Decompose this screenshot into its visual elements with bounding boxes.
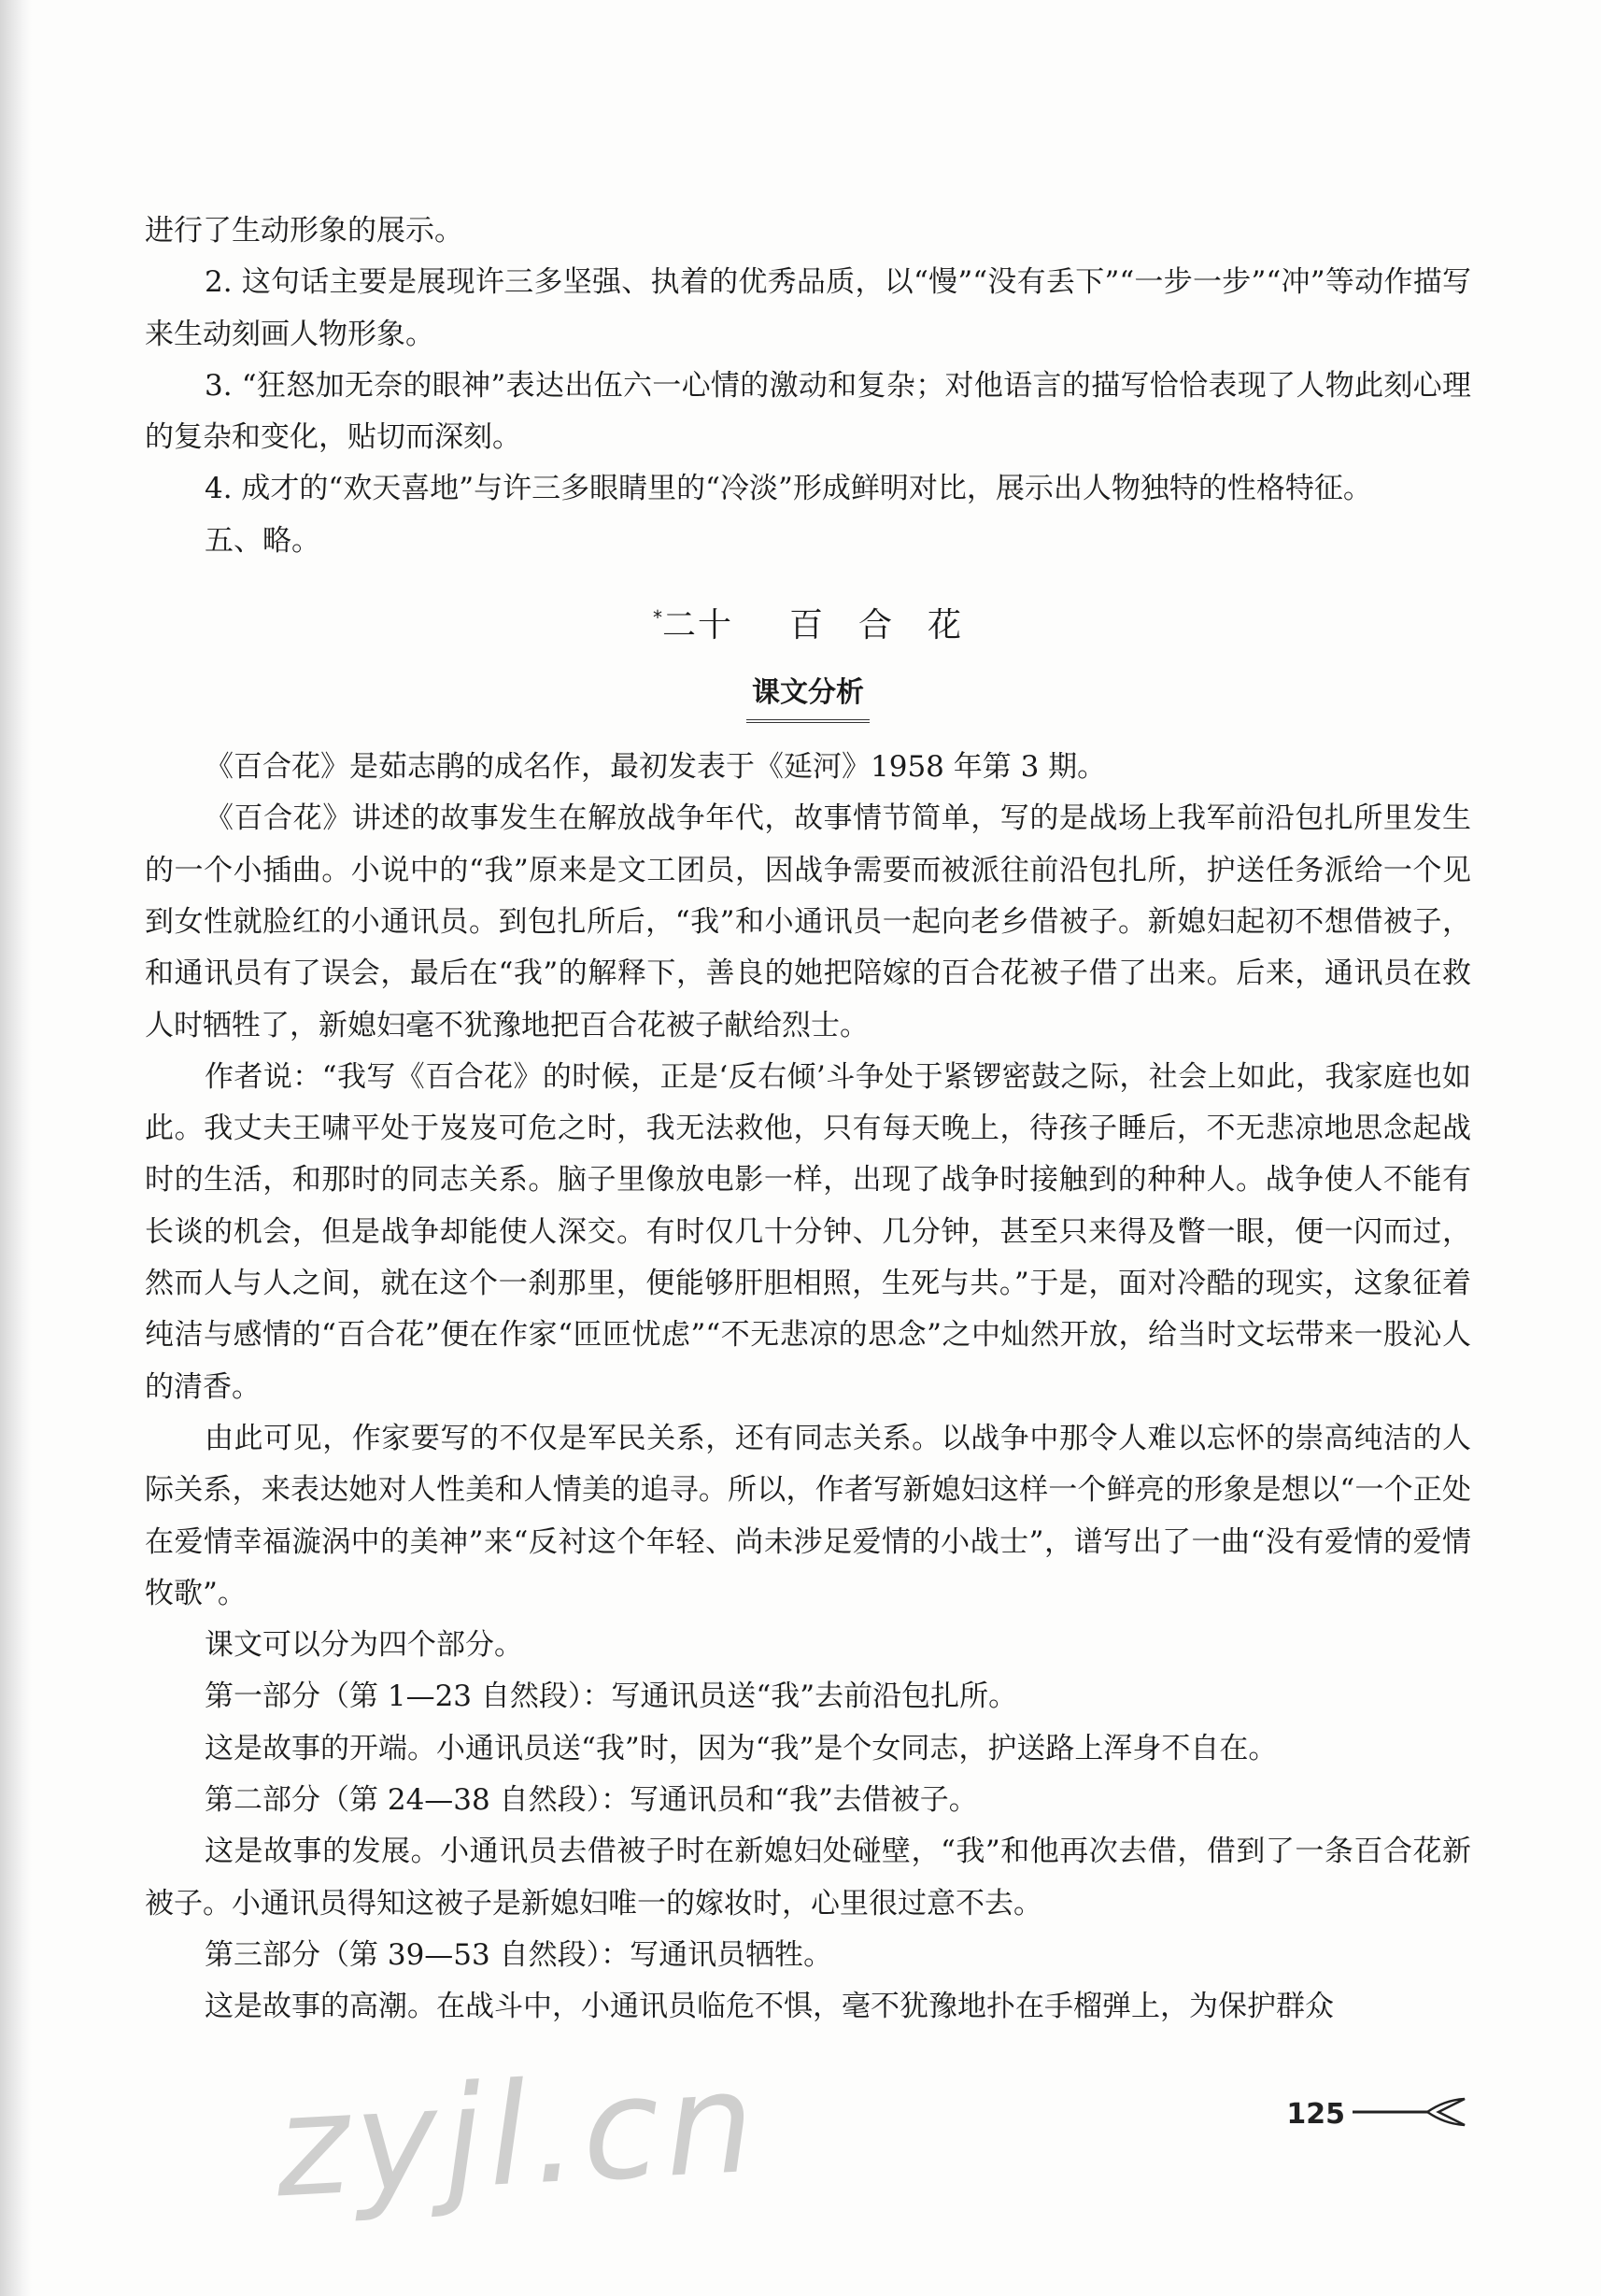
page-content [145,206,1471,2034]
body-paragraph: 这是故事的开端。小通讯员送“我”时，因为“我”是个女同志，护送路上浑身不自在。 [205,1731,1278,1765]
answer-item-4: 4. 成才的“欢天喜地”与许三多眼睛里的“冷淡”形成鲜明对比，展示出人物独特的性格特征。 [205,472,1372,506]
chapter-title-char: 花 [928,606,964,645]
chapter-number: 二十 [661,606,733,645]
body-paragraph: 第一部分（第 1—23 自然段）：写通讯员送“我”去前沿包扎所。 [205,1679,1018,1714]
body-paragraph: 这是故事的发展。小通讯员去借被子时在新媳妇处碰壁，“我”和他再次去借，借到了一条百合花新被子。小通讯员得知这被子是新媳妇唯一的嫁妆时，心里很过意不去。 [145,1835,1471,1920]
page-gutter-shadow [0,0,32,2296]
body-paragraph: 《百合花》是茹志鹃的成名作，最初发表于《延河》1958 年第 3 期。 [205,750,1107,785]
answer-item-3: 3. “狂怒加无奈的眼神”表达出伍六一心情的激动和复杂；对他语言的描写恰恰表现了人物此刻心理的复杂和变化，贴切而深刻。 [145,368,1471,455]
answer-item-5: 五、略。 [205,523,320,558]
site-watermark: zyjl.cn [271,2041,764,2230]
page-footer [1286,2095,1470,2133]
chapter-marker: * [652,606,662,630]
section-heading-text: 课文分析 [746,673,870,723]
body-paragraph: 第三部分（第 39—53 自然段）：写通讯员牺牲。 [205,1937,833,1972]
body-paragraph: 由此可见，作家要写的不仅是军民关系，还有同志关系。以战争中那令人难以忘怀的崇高纯洁的人际关系，来表达她对人性美和人情美的追寻。所以，作者写新媳妇这样一个鲜亮的形象是想以“一个正处在爱情幸福漩涡中的美神”来“反衬这个年轻、尚未涉足爱情的小战士”，谱写出了一曲“没有爱情的爱情牧歌”。 [145,1421,1471,1610]
section-heading [145,667,1471,723]
answer-item-2: 2. 这句话主要是展现许三多坚强、执着的优秀品质，以“慢”“没有丢下”“一步一步”“冲”等动作描写来生动刻画人物形象。 [145,265,1471,351]
body-paragraph: 《百合花》讲述的故事发生在解放战争年代，故事情节简单，写的是战场上我军前沿包扎所里发生的一个小插曲。小说中的“我”原来是文工团员，因战争需要而被派往前沿包扎所，护送任务派给一个见到女性就脸红的小通讯员。到包扎所后，“我”和小通讯员一起向老乡借被子。新媳妇起初不想借被子，和通讯员有了误会，最后在“我”的解释下，善良的她把陪嫁的百合花被子借了出来。后来，通讯员在救人时牺牲了，新媳妇毫不犹豫地把百合花被子献给烈士。 [145,801,1471,1042]
chapter-title [145,588,1471,656]
body-paragraph: 第二部分（第 24—38 自然段）：写通讯员和“我”去借被子。 [205,1783,978,1818]
continuation-line: 进行了生动形象的展示。 [145,214,463,248]
body-paragraph: 作者说：“我写《百合花》的时候，正是‘反右倾’斗争处于紧锣密鼓之际，社会上如此，我家庭也如此。我丈夫王啸平处于岌岌可危之时，我无法救他，只有每天晚上，待孩子睡后，不无悲凉地思念起战时的生活，和那时的同志关系。脑子里像放电影一样，出现了战争时接触到的种种人。战争使人不能有长谈的机会，但是战争却能使人深交。有时仅几十分钟、几分钟，甚至只来得及瞥一眼，便一闪而过，然而人与人之间，就在这个一刹那里，便能够肝胆相照，生死与共。”于是，面对冷酷的现实，这象征着纯洁与感情的“百合花”便在作家“匝匝忧虑”“不无悲凉的思念”之中灿然开放，给当时文坛带来一股沁人的清香。 [145,1059,1471,1404]
page-number: 125 [1286,2097,1345,2131]
body-paragraph: 课文可以分为四个部分。 [205,1628,523,1663]
chapter-title-char: 百 [788,606,825,645]
quill-ornament-icon [1349,2095,1470,2133]
chapter-title-char: 合 [858,606,895,645]
body-paragraph: 这是故事的高潮。在战斗中，小通讯员临危不惧，毫不犹豫地扑在手榴弹上，为保护群众 [205,1990,1334,2024]
